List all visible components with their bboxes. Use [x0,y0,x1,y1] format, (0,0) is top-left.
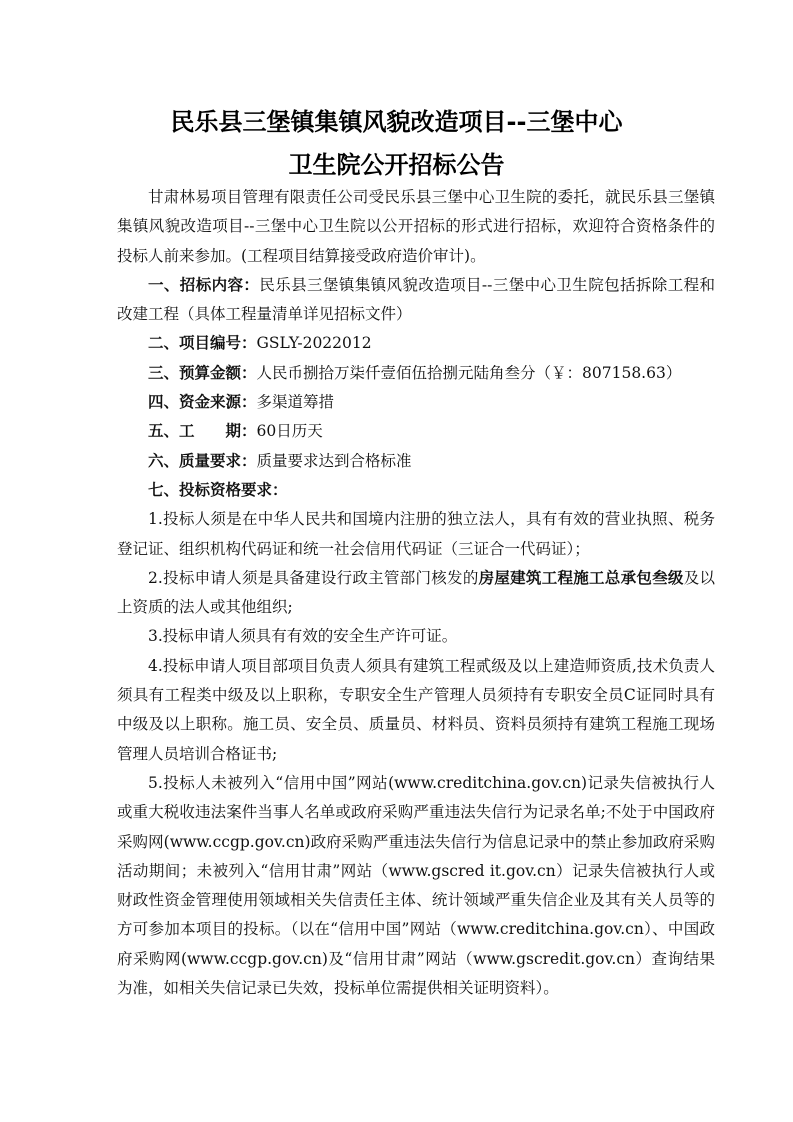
scope-text: 民乐县三堡镇集镇风貌改造项目--三堡中心卫生院包括拆除工程和改建工程（具体工程量清单详见招标文件） [117,275,715,324]
requirement-1: 1.投标人须是在中华人民共和国境内注册的独立法人，具有有效的营业执照、税务登记证、组织机构代码证和统一社会信用代码证（三证合一代码证）； [117,510,715,558]
item-quality [117,447,715,476]
title-line-2: 卫生院公开招标公告 [288,151,505,179]
period-text: 60日历天 [256,422,323,441]
code-label: 二、项目编号： [148,334,257,353]
item-fund [117,388,715,417]
requirement-2 [117,564,715,623]
budget-text: 人民币捌拾万柒仟壹佰伍拾捌元陆角叁分（￥：807158.63） [256,363,682,382]
code-text: GSLY-2022012 [256,334,372,353]
fund-label: 四、资金来源： [148,393,257,412]
requirement-2-text-a: 2.投标申请人须是具备建设行政主管部门核发的 [148,568,479,587]
intro-paragraph: 甘肃林易项目管理有限责任公司受民乐县三堡中心卫生院的委托，就民乐县三堡镇集镇风貌改造项目--三堡中心卫生院以公开招标的形式进行招标，欢迎符合资格条件的投标人前来参加。(工程项目结算接受政府造价审计)。 [117,188,715,265]
requirement-3: 3.投标申请人须具有有效的安全生产许可证。 [148,627,458,646]
budget-label: 三、预算金额： [148,363,257,382]
item-period [117,417,715,446]
item-scope [117,271,715,330]
item-budget [117,359,715,388]
period-label: 五、工 期： [148,422,257,441]
item-qualification [117,476,715,505]
fund-text: 多渠道筹措 [256,393,335,412]
requirement-2-bold: 房屋建筑工程施工总承包叁级 [478,568,684,587]
requirement-5: 5.投标人未被列入“信用中国”网站(www.creditchina.gov.cn)记录失信被执行人或重大税收违法案件当事人名单或政府采购严重违法失信行为记录名单;不处于中国政府采购网(www.ccgp.gov.cn)政府采购严重违法失信行为信息记录中的禁止参加政府采购活动期间；未被列入“信用甘肃”网站（www.gscred it.gov.cn）记录失信被执行人或财政性资金管理使用领域相关失信责任主体、统计领域严重失信企业及其有关人员等的方可参加本项目的投标。（以在“信用中国”网站（www.creditchina.gov.cn）、中国政府采购网(www.ccgp.gov.cn)及“信用甘肃”网站（www.gscredit.gov.cn）查询结果为准，如相关失信记录已失效，投标单位需提供相关证明资料）。 [117,773,715,998]
notice-body [117,183,715,1003]
qualification-label: 七、投标资格要求： [148,480,288,499]
requirement-2-text-b: 及以上资质的法人或其他组织; [117,568,715,617]
quality-label: 六、质量要求： [148,451,257,470]
quality-text: 质量要求达到合格标准 [256,451,412,470]
title-line-1: 民乐县三堡镇集镇风貌改造项目--三堡中心 [170,108,623,136]
item-code [117,329,715,358]
scope-label: 一、招标内容： [148,275,260,294]
requirement-4: 4.投标申请人项目部项目负责人须具有建筑工程贰级及以上建造师资质,技术负责人须具有工程类中级及以上职称，专职安全生产管理人员须持有专职安全员C证同时具有中级及以上职称。施工员、安全员、质量员、材料员、资料员须持有建筑工程施工现场管理人员培训合格证书; [117,656,715,763]
